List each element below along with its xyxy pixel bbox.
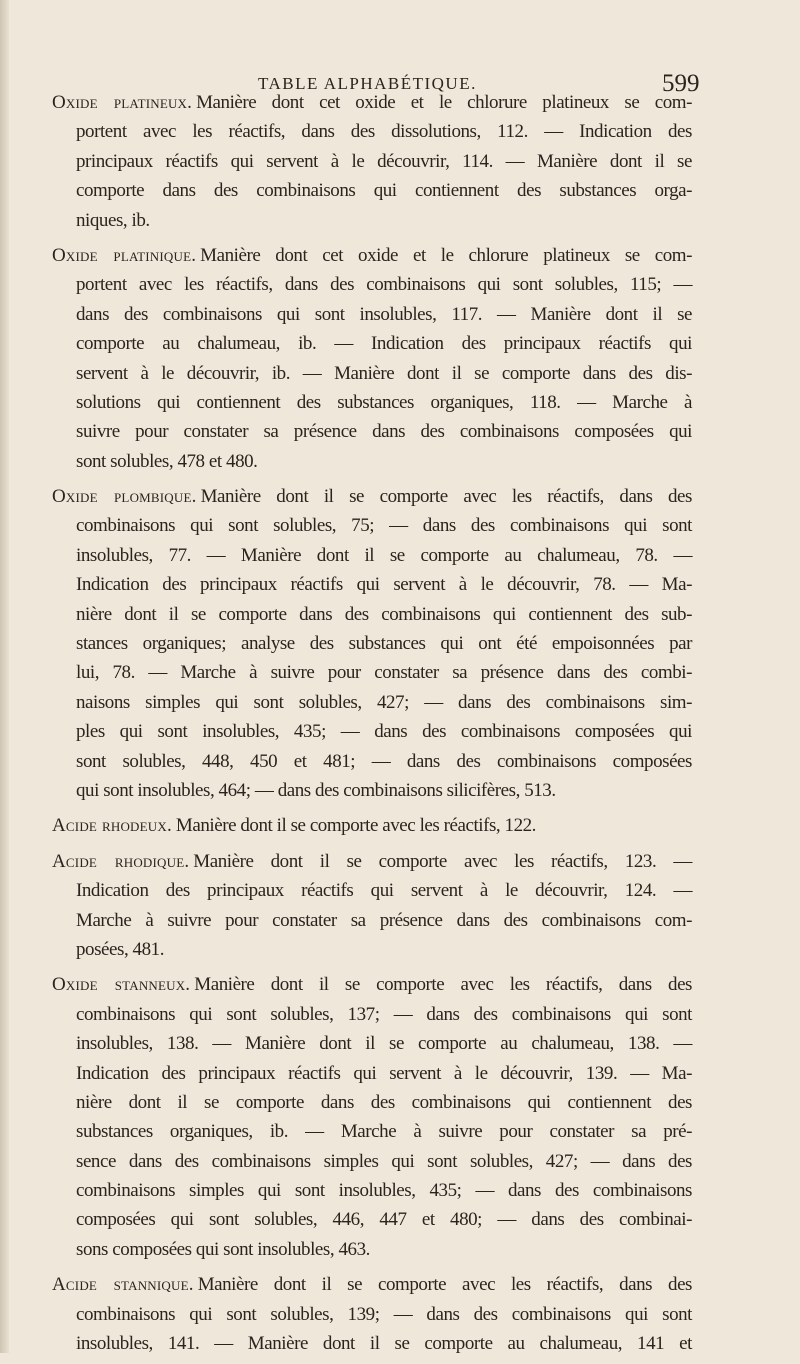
entry-line (52, 206, 692, 235)
entry-text: lui, 78. — Marche à suivre pour constater sa présence dans des combi- (76, 662, 692, 684)
entry-headword: Oxide plombique. (52, 486, 197, 508)
entry-line (52, 88, 692, 117)
entry-line (52, 1329, 692, 1358)
entry-line (52, 811, 692, 840)
entry-text: sence dans des combinaisons simples qui sont solubles, 427; — dans des (76, 1150, 692, 1172)
page-binding-edge (0, 0, 9, 1353)
entry-text: combinaisons qui sont solubles, 75; — dans des combinaisons qui sont (76, 515, 692, 537)
entry-text: composées qui sont solubles, 446, 447 et 480; — dans des combinai- (76, 1209, 692, 1231)
entry-line (52, 329, 692, 358)
entry-text: niques, ib. (76, 209, 150, 231)
entry-line (52, 906, 692, 935)
entry-line (52, 1270, 692, 1299)
entry-text: sont solubles, 448, 450 et 481; — dans des combinaisons composées (76, 750, 692, 772)
entry-line (52, 270, 692, 299)
entry-text: portent avec les réactifs, dans des combinaisons qui sont solubles, 115; — (76, 274, 692, 296)
entry-text: combinaisons qui sont solubles, 139; — dans des combinaisons qui sont (76, 1303, 692, 1325)
entry-line (52, 388, 692, 417)
entry-text: portent avec les réactifs, dans des dissolutions, 112. — Indication des (76, 121, 692, 143)
running-title: TABLE ALPHABÉTIQUE. (258, 74, 477, 93)
entry-text: insolubles, 77. — Manière dont il se comporte au chalumeau, 78. — (76, 544, 692, 566)
index-entry (52, 811, 692, 840)
entry-text: solutions qui contiennent des substances organiques, 118. — Marche à (76, 391, 692, 413)
page-number: 599 (662, 70, 700, 97)
entry-line (52, 511, 692, 540)
entry-text: Manière dont il se comporte avec les réactifs, dans des (200, 486, 692, 508)
entry-text: Manière dont il se comporte avec les réactifs, 123. — (193, 850, 692, 872)
entry-line (52, 1059, 692, 1088)
entry-text: insolubles, 138. — Manière dont il se comporte au chalumeau, 138. — (76, 1033, 692, 1055)
entry-line (52, 570, 692, 599)
entry-text: nière dont il se comporte dans des combinaisons qui contiennent des sub- (76, 603, 692, 625)
entry-line (52, 541, 692, 570)
entry-text: posées, 481. (76, 938, 165, 960)
entry-line (52, 1205, 692, 1234)
entry-headword: Acide rhodeux. (52, 815, 172, 837)
entry-line (52, 776, 692, 805)
entry-text: Indication des principaux réactifs qui servent à le découvrir, 124. — (76, 880, 692, 902)
entry-text: naisons simples qui sont solubles, 427; — dans des combinaisons sim- (76, 691, 692, 713)
entry-line (52, 241, 692, 270)
entry-text: insolubles, 141. — Manière dont il se comporte au chalumeau, 141 et (76, 1333, 692, 1355)
entry-text: Manière dont il se comporte avec les réactifs, dans des (197, 1274, 693, 1296)
entry-text: stances organiques; analyse des substances qui ont été empoisonnées par (76, 633, 692, 655)
entry-headword: Acide rhodique. (52, 850, 190, 872)
entry-line (52, 482, 692, 511)
index-entry (52, 1270, 692, 1358)
entry-headword: Oxide platineux. (52, 92, 193, 113)
index-entry (52, 847, 692, 965)
entry-text: combinaisons qui sont solubles, 137; — dans des combinaisons qui sont (76, 1003, 692, 1025)
index-entries (52, 88, 692, 1364)
entry-text: sont solubles, 478 et 480. (76, 450, 258, 472)
entry-line (52, 1235, 692, 1264)
entry-text: comporte dans des combinaisons qui contiennent des substances orga- (76, 180, 692, 202)
entry-line (52, 847, 692, 876)
entry-text: Manière dont il se comporte avec les réactifs, 122. (175, 815, 536, 837)
entry-text: Manière dont cet oxide et le chlorure platineux se com- (196, 92, 692, 113)
entry-line (52, 688, 692, 717)
entry-line (52, 876, 692, 905)
entry-text: substances organiques, ib. — Marche à suivre pour constater sa pré- (76, 1121, 692, 1143)
entry-text: Indication des principaux réactifs qui servent à le découvrir, 139. — Ma- (76, 1062, 692, 1084)
entry-headword: Oxide platinique. (52, 244, 197, 266)
entry-line (52, 359, 692, 388)
index-entry (52, 482, 692, 805)
entry-line (52, 658, 692, 687)
entry-text: Indication des principaux réactifs qui servent à le découvrir, 78. — Ma- (76, 574, 692, 596)
index-entry (52, 970, 692, 1264)
entry-line (52, 600, 692, 629)
entry-text: ples qui sont insolubles, 435; — dans des combinaisons composées qui (76, 721, 692, 743)
entry-text: suivre pour constater sa présence dans des combinaisons composées qui (76, 421, 692, 443)
entry-text: combinaisons simples qui sont insolubles, 435; — dans des combinaisons (76, 1180, 692, 1202)
entry-line (52, 1117, 692, 1146)
entry-line (52, 147, 692, 176)
entry-line (52, 935, 692, 964)
entry-line (52, 117, 692, 146)
entry-text: comporte au chalumeau, ib. — Indication des principaux réactifs qui (76, 333, 692, 355)
entry-text: Manière dont cet oxide et le chlorure platineux se com- (200, 244, 692, 266)
entry-line (52, 176, 692, 205)
entry-line (52, 747, 692, 776)
entry-text: sons composées qui sont insolubles, 463. (76, 1238, 370, 1260)
entry-headword: Acide stannique. (52, 1274, 194, 1296)
entry-text: Marche à suivre pour constater sa présence dans des combinaisons com- (76, 909, 692, 931)
index-entry (52, 88, 692, 235)
entry-text: principaux réactifs qui servent à le découvrir, 114. — Manière dont il se (76, 150, 692, 172)
entry-line (52, 1029, 692, 1058)
entry-line (52, 1300, 692, 1329)
index-entry (52, 241, 692, 476)
entry-line (52, 300, 692, 329)
entry-text: dans des combinaisons qui sont insolubles, 117. — Manière dont il se (76, 303, 692, 325)
entry-headword: Oxide stanneux. (52, 974, 191, 996)
entry-text: qui sont insolubles, 464; — dans des combinaisons silicifères, 513. (76, 779, 556, 801)
entry-line (52, 1088, 692, 1117)
entry-text: nière dont il se comporte dans des combinaisons qui contiennent des (76, 1091, 692, 1113)
entry-line (52, 629, 692, 658)
entry-text: servent à le découvrir, ib. — Manière dont il se comporte dans des dis- (76, 362, 692, 384)
entry-line (52, 447, 692, 476)
entry-line (52, 1147, 692, 1176)
entry-line (52, 1000, 692, 1029)
entry-line (52, 417, 692, 446)
entry-line (52, 1176, 692, 1205)
entry-line (52, 717, 692, 746)
entry-line (52, 970, 692, 999)
entry-text: Manière dont il se comporte avec les réactifs, dans des (194, 974, 692, 996)
